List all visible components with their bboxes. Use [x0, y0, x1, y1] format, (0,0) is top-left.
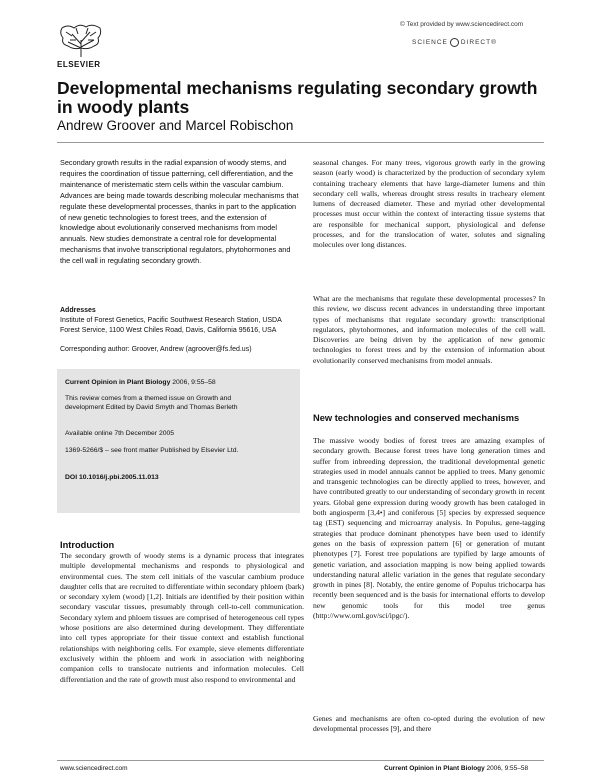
- infobox-citation: 2006, 9:55–58: [170, 379, 216, 386]
- right-paragraph-4: Genes and mechanisms are often co-opted during the evolution of new developmental processes [9], and there: [313, 714, 545, 734]
- corresponding-author: Corresponding author: Groover, Andrew (agroover@fs.fed.us): [60, 346, 252, 353]
- right-paragraph-1: seasonal changes. For many trees, vigorous growth early in the growing season (early wood) is characterized by the production of secondary xylem containing tracheary elements that have large-diameter lumens and thin secondary cell walls, whereas drought stress results in tracheary element lumens of decreased diameter. These and myriad other developmental processes must occur within the context of interacting tissue systems that are responsible for mechanical support, physiological and defense processes, and for the translocation of water, solutes and signaling molecules over long distances.: [313, 158, 545, 250]
- introduction-paragraph: The secondary growth of woody stems is a dynamic process that integrates multiple developmental mechanisms and responds to physiological and environmental cues. The stem cell initials of the vascular cambium produce daughter cells that are recruited to differentiate within secondary phloem (bark) or secondary xylem (wood) [1,2]. Initials are identified by their position within secondary vascular tissues, presumably through cell-to-cell communication. Secondary xylem and phloem tissues are comprised of heterogeneous cell types whose positions are also determined during development. They differentiate into cell types appropriate for their tissue context and establish functional relationships with neighboring cells. For example, sieve elements differentiate exclusively within the phloem and work in association with neighboring companion cells to translocate nutrients and information molecules. Cell differentiation and the rate of growth must also respond to environmental and: [60, 551, 304, 684]
- sciencedirect-dot-icon: [450, 38, 459, 47]
- sciencedirect-logo: [412, 38, 497, 47]
- addresses-heading: Addresses: [60, 307, 96, 314]
- introduction-heading: Introduction: [60, 540, 115, 550]
- sciencedirect-logo-left: SCIENCE: [412, 39, 448, 47]
- right-paragraph-2: What are the mechanisms that regulate these developmental processes? In this review, we discuss recent advances in understanding three important types of mechanisms that regulate secondary growth: transcriptional regulators, phytohormones, and information molecules of the cell wall. Discoveries are being driven by the application of new genomic technologies to forest trees and by the extension of information about evolutionarily conserved mechanisms from model annuals.: [313, 294, 545, 365]
- infobox-themed-issue: This review comes from a themed issue on Growth and development Edited by David Smyth and Thomas Berleth: [65, 395, 238, 412]
- footer-journal: [384, 765, 528, 772]
- infobox-journal-name: Current Opinion in Plant Biology: [65, 379, 171, 386]
- addresses-text: Institute of Forest Genetics, Pacific Southwest Research Station, USDA Forest Service, 1100 West Chiles Road, Davis, California 95616, USA: [60, 317, 282, 334]
- publisher-name: ELSEVIER: [57, 60, 101, 69]
- footer-journal-name: Current Opinion in Plant Biology: [384, 765, 485, 772]
- right-paragraph-3: The massive woody bodies of forest trees are amazing examples of secondary growth. Because forest trees have long generation times and suffer from inbreeding depression, the traditional developmental genetic strategies used in model annuals cannot be applied to trees. Many genomic and transgenic technologies can be directly applied to trees, however, and have contributed greatly to our understanding of secondary growth in recent years. Global gene expression during woody growth has been cataloged in both angiosperm [3,4•] and coniferous [5] species by expressed sequence tag (EST) sequencing and microarray analysis. In Populus, gene-tagging strategies that produce dominant phenotypes have been used to identify genes on the basis of expression pattern [6] or generation of mutant phenotypes [7]. Forest tree populations are typified by large amounts of genetic variation, and association mapping is now being applied towards understanding natural allelic variation in the genes that regulate secondary growth in pines [8]. Notably, the entire genome of Populus trichocarpa has recently been sequenced and is the basis for international efforts to develop new genomic tools for this model tree genus (http://www.ornl.gov/sci/ipgc/).: [313, 436, 545, 621]
- article-info-box: [57, 369, 300, 513]
- new-technologies-heading: New technologies and conserved mechanisms: [313, 413, 520, 423]
- sciencedirect-logo-right: DIRECT®: [460, 39, 497, 47]
- infobox-doi[interactable]: DOI 10.1016/j.pbi.2005.11.013: [65, 474, 159, 481]
- footer-website[interactable]: www.sciencedirect.com: [60, 765, 128, 772]
- footer-citation: 2006, 9:55–58: [484, 765, 529, 772]
- infobox-available-online: Available online 7th December 2005: [65, 430, 175, 437]
- article-title: Developmental mechanisms regulating secondary growth in woody plants: [57, 78, 538, 117]
- infobox-journal: [65, 379, 216, 386]
- elsevier-tree-logo: [58, 22, 104, 58]
- infobox-issn: 1369-5266/$ – see front matter Published by Elsevier Ltd.: [65, 447, 239, 454]
- abstract: Secondary growth results in the radial expansion of woody stems, and requires the coordination of tissue patterning, cell differentiation, and the maintenance of meristematic stem cells within the vascular cambium. Advances are being made towards describing molecular mechanisms that regulate these developmental processes, thanks in part to the application of new genetic technologies to forest trees, and the extension of knowledge about evolutionarily conserved mechanisms from model annuals. New studies demonstrate a central role for developmental mechanisms that involve transcriptional regulators, phytohormones and the cell wall in regulating secondary growth.: [60, 158, 299, 266]
- article-authors: Andrew Groover and Marcel Robischon: [57, 118, 294, 133]
- footer-divider: [57, 760, 544, 761]
- header-divider: [57, 142, 544, 143]
- provided-by-notice: © Text provided by www.sciencedirect.com: [400, 21, 524, 28]
